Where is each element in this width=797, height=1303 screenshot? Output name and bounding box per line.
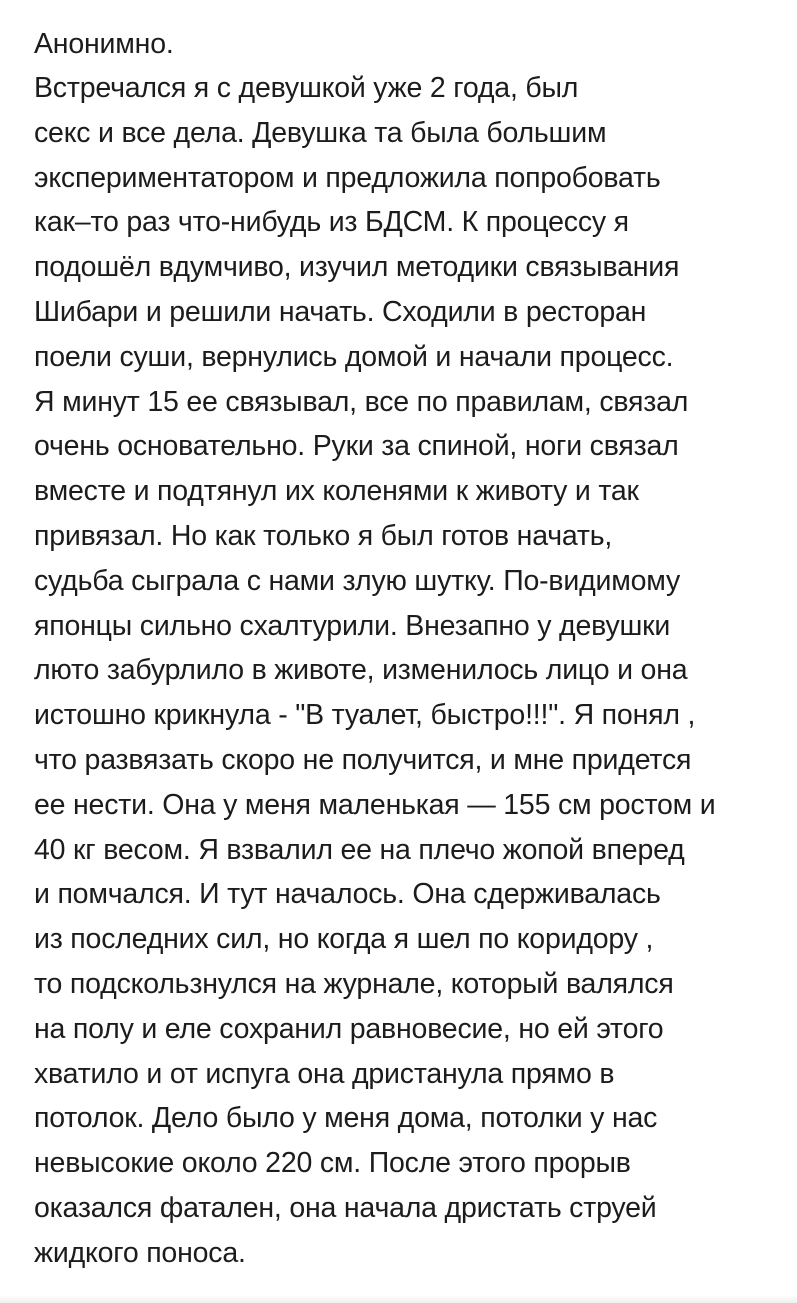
- text-line: истошно крикнула - "В туалет, быстро!!!". Я понял ,: [34, 699, 696, 732]
- text-line: очень основательно. Руки за спиной, ноги связал: [34, 430, 679, 463]
- text-line: невысокие около 220 см. После этого прорыв: [34, 1147, 631, 1180]
- post-text: [34, 66, 774, 1276]
- text-line: из последних сил, но когда я шел по коридору ,: [34, 923, 654, 956]
- text-line: Я минут 15 ее связывал, все по правилам, связал: [34, 385, 689, 418]
- post-author: Анонимно.: [34, 28, 174, 60]
- text-line: жидкого поноса.: [34, 1236, 246, 1269]
- text-line: хватило и от испуга она дристанула прямо в: [34, 1057, 615, 1090]
- text-line: на полу и еле сохранил равновесие, но ей этого: [34, 1012, 664, 1045]
- text-line: что развязать скоро не получится, и мне придется: [34, 743, 692, 776]
- text-line: Встречался я с девушкой уже 2 года, был: [34, 72, 579, 104]
- text-line: Шибари и решили начать. Сходили в ресторан: [34, 295, 647, 328]
- text-line: судьба сыграла с нами злую шутку. По-видимому: [34, 564, 681, 597]
- text-line: подошёл вдумчиво, изучил методики связывания: [34, 251, 680, 284]
- text-line: то подскользнулся на журнале, который валялся: [34, 967, 674, 1000]
- text-line: люто забурлило в животе, изменилось лицо и она: [34, 654, 688, 687]
- text-line: поели суши, вернулись домой и начали процесс.: [34, 340, 674, 373]
- text-line: 40 кг весом. Я взвалил ее на плечо жопой вперед: [34, 833, 685, 866]
- text-line: оказался фатален, она начала дристать струей: [34, 1191, 657, 1224]
- text-line: и помчался. И тут началось. Она сдерживалась: [34, 878, 661, 911]
- text-line: японцы сильно схалтурили. Внезапно у девушки: [34, 609, 671, 642]
- bottom-divider: [0, 1295, 797, 1303]
- text-line: экспериментатором и предложила попробовать: [34, 161, 661, 194]
- text-line: привязал. Но как только я был готов начать,: [34, 519, 613, 552]
- text-line: вместе и подтянул их коленями к животу и так: [34, 475, 639, 508]
- text-line: потолок. Дело было у меня дома, потолки у нас: [34, 1102, 658, 1135]
- text-line: ее нести. Она у меня маленькая — 155 см ростом и: [34, 788, 716, 821]
- text-line: секс и все дела. Девушка та была большим: [34, 116, 607, 149]
- text-line: как–то раз что-нибудь из БДСМ. К процессу я: [34, 206, 629, 239]
